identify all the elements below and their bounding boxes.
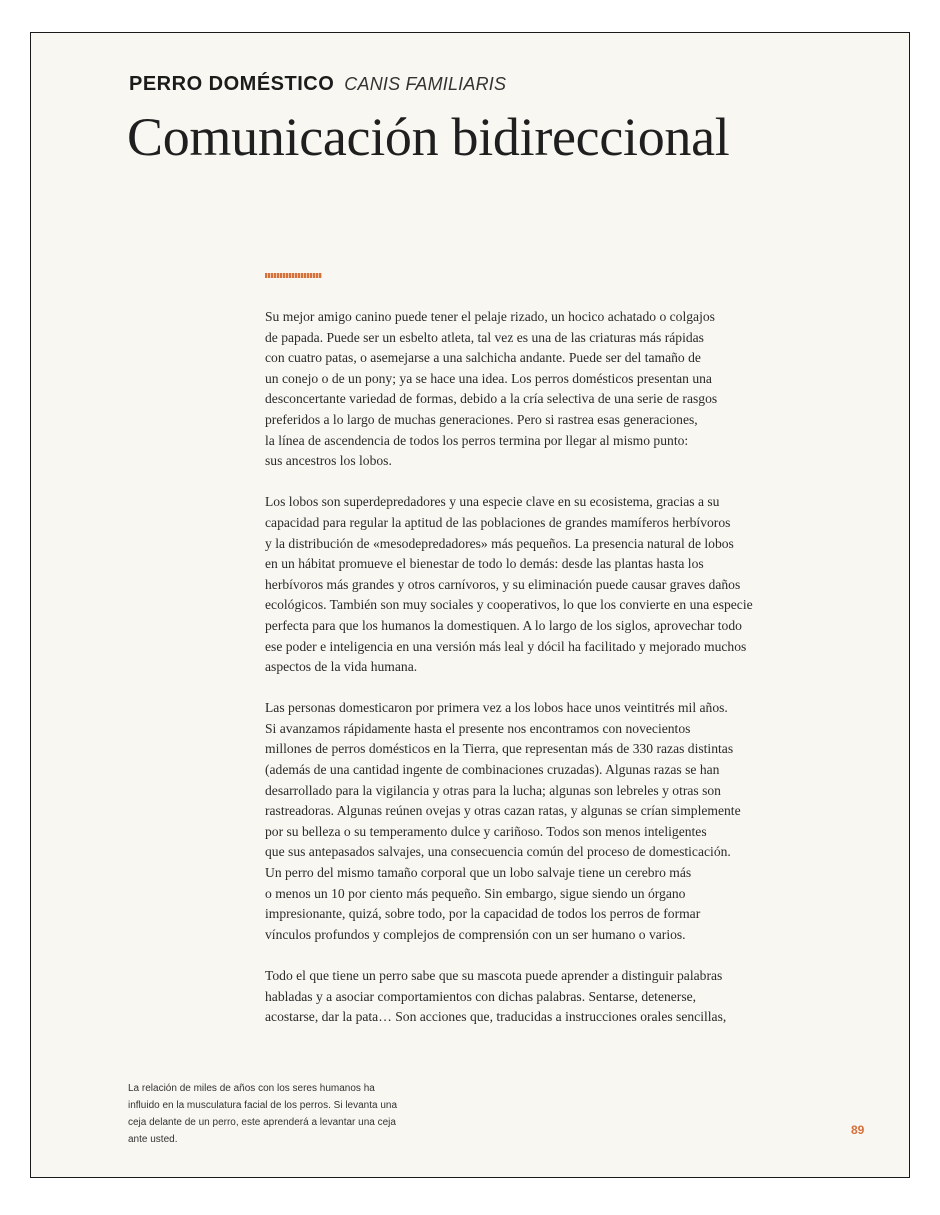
text-line: Los lobos son superdepredadores y una especie clave en su ecosistema, gracias a su xyxy=(265,494,720,510)
page-title: Comunicación bidireccional xyxy=(127,107,730,167)
text-line: perfecta para que los humanos la domestiquen. A lo largo de los siglos, aprovechar todo xyxy=(265,617,742,633)
paragraph xyxy=(265,966,805,1028)
accent-divider xyxy=(265,273,322,278)
text-line: Un perro del mismo tamaño corporal que un lobo salvaje tiene un cerebro más xyxy=(265,865,692,881)
paragraph xyxy=(265,492,805,677)
text-line: de papada. Puede ser un esbelto atleta, tal vez es una de las criaturas más rápidas xyxy=(265,329,704,345)
text-line: Todo el que tiene un perro sabe que su mascota puede aprender a distinguir palabras xyxy=(265,968,723,983)
paragraph-gap xyxy=(265,678,805,699)
text-line: (además de una cantidad ingente de combinaciones cruzadas). Algunas razas se han xyxy=(265,762,720,778)
text-line: y la distribución de «mesodepredadores» más pequeños. La presencia natural de lobos xyxy=(265,535,734,551)
caption-line: ante usted. xyxy=(128,1134,178,1145)
text-line: sus ancestros los lobos. xyxy=(265,453,392,469)
text-line: preferidos a lo largo de muchas generaciones. Pero si rastrea esas generaciones, xyxy=(265,411,698,427)
text-line: capacidad para regular la aptitud de las poblaciones de grandes mamíferos herbívoros xyxy=(265,514,731,530)
text-line: millones de perros domésticos en la Tierra, que representan más de 330 razas distintas xyxy=(265,741,734,757)
text-line: desarrollado para la vigilancia y otras para la lucha; algunas son lebreles y otras son xyxy=(265,782,721,798)
text-line: impresionante, quizá, sobre todo, por la capacidad de todos los perros de formar xyxy=(265,906,701,922)
text-line: la línea de ascendencia de todos los perros termina por llegar al mismo punto: xyxy=(265,432,689,448)
caption-line: ceja delante de un perro, este aprenderá a levantar una ceja xyxy=(128,1117,396,1128)
text-line: Su mejor amigo canino puede tener el pelaje rizado, un hocico achatado o colgajos xyxy=(265,309,715,324)
paragraph-gap xyxy=(265,945,805,966)
text-line: Las personas domesticaron por primera vez a los lobos hace unos veintitrés mil años. xyxy=(265,700,728,716)
text-line: que sus antepasados salvajes, una consecuencia común del proceso de domesticación. xyxy=(265,844,731,860)
caption-line: influido en la musculatura facial de los perros. Si levanta una xyxy=(128,1100,398,1111)
text-line: aspectos de la vida humana. xyxy=(265,659,418,675)
paragraph xyxy=(265,307,805,472)
latin-name: CANIS FAMILIARIS xyxy=(344,74,507,94)
text-line: o menos un 10 por ciento más pequeño. Sin embargo, sigue siendo un órgano xyxy=(265,885,686,901)
paragraph-gap xyxy=(265,472,805,493)
text-line: en un hábitat promueve el bienestar de todo lo demás: desde las plantas hasta los xyxy=(265,556,704,572)
text-line: rastreadoras. Algunas reúnen ovejas y otras cazan ratas, y algunas se crían simplemente xyxy=(265,803,741,819)
species-name: PERRO DOMÉSTICO xyxy=(129,73,335,95)
text-line: vínculos profundos y complejos de comprensión con un ser humano o varios. xyxy=(265,926,686,942)
text-line: herbívoros más grandes y otros carnívoros, y su eliminación puede causar graves daños xyxy=(265,576,741,592)
photo-caption xyxy=(128,1080,428,1148)
paragraph xyxy=(265,698,805,945)
text-line: ecológicos. También son muy sociales y cooperativos, lo que los convierte en una especie xyxy=(265,597,753,613)
text-line: por su belleza o su temperamento dulce y cariñoso. Todos son menos inteligentes xyxy=(265,823,707,839)
caption-line: La relación de miles de años con los seres humanos ha xyxy=(128,1083,375,1094)
page xyxy=(30,32,910,1178)
page-number: 89 xyxy=(851,1123,865,1137)
body-text xyxy=(265,307,805,1028)
page-header xyxy=(129,73,506,96)
text-line: habladas y a asociar comportamientos con dichas palabras. Sentarse, detenerse, xyxy=(265,988,697,1004)
text-line: desconcertante variedad de formas, debido a la cría selectiva de una serie de rasgos xyxy=(265,391,718,407)
text-line: ese poder e inteligencia en una versión más leal y dócil ha facilitado y mejorado muchos xyxy=(265,638,747,654)
text-line: Si avanzamos rápidamente hasta el presente nos encontramos con novecientos xyxy=(265,720,691,736)
text-line: acostarse, dar la pata… Son acciones que, traducidas a instrucciones orales sencillas, xyxy=(265,1009,727,1025)
text-line: un conejo o de un pony; ya se hace una idea. Los perros domésticos presentan una xyxy=(265,370,712,386)
text-line: con cuatro patas, o asemejarse a una salchicha andante. Puede ser del tamaño de xyxy=(265,350,701,366)
